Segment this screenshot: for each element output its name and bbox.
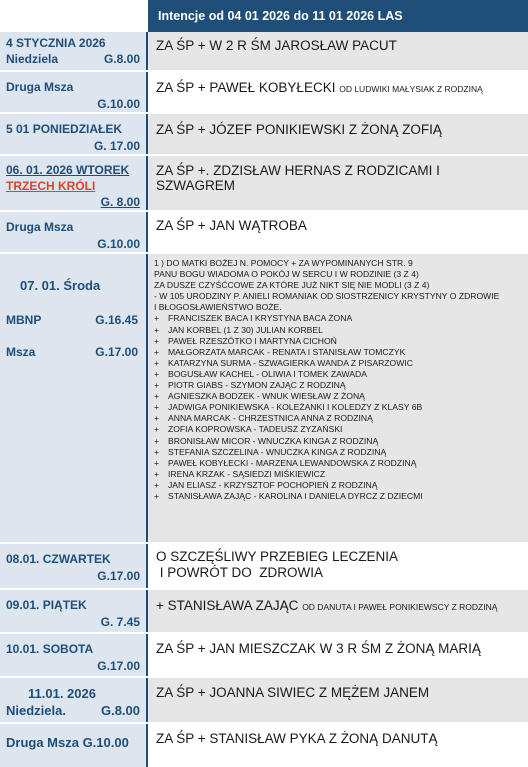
list-item: + JAN KORBEL (1 Z 30) JULIAN KORBEL — [154, 324, 323, 335]
intention-text: I POWRÓT DO ZDROWIA — [156, 565, 323, 580]
intention-row — [0, 156, 528, 212]
intention-row — [0, 634, 528, 678]
intention-row — [0, 724, 528, 767]
plus-list — [154, 313, 522, 502]
intention-text: + STANISŁAWA ZAJĄC — [156, 598, 299, 613]
intention-offerer: OD DANUTA I PAWEŁ PONIKIEWSCY Z RODZINĄ — [302, 602, 498, 612]
date-label: 08.01. CZWARTEK — [6, 552, 111, 566]
day-label: Niedziela. — [6, 703, 66, 718]
date-label: 07. 01. Środa — [20, 278, 101, 293]
mbnp-label: MBNP — [6, 313, 42, 327]
intention-cell — [148, 114, 528, 154]
date-label: 11.01. 2026 — [28, 686, 96, 701]
intention-cell — [148, 32, 528, 70]
list-item: + KATARZYNA SURMA - SZWAGIERKA WANDA Z PISARZOWIC — [154, 357, 413, 368]
date-cell — [0, 678, 148, 722]
list-item: + STEFANIA SZCZELINA - WNUCZKA KINGA Z RODZINĄ — [154, 446, 387, 457]
msza-label: Msza — [6, 345, 36, 359]
time-label: G.17.00 — [97, 659, 140, 673]
intention-cell — [148, 72, 528, 112]
time-label: G.17.00 — [97, 569, 140, 583]
intention-text: ZA ŚP + JAN MIESZCZAK W 3 R ŚM Z ŻONĄ MARIĄ — [156, 641, 481, 656]
date-label: 10.01. SOBOTA — [6, 642, 94, 656]
list-line: PANU BOGU WIADOMA O POKÓJ W SERCU I W RODZINIE (3 Z 4) — [154, 269, 419, 280]
time-label: G. 17.00 — [93, 139, 140, 153]
header-blank — [0, 0, 148, 32]
date-cell — [0, 156, 148, 210]
intention-row — [0, 544, 528, 590]
intention-list-cell — [148, 254, 528, 542]
intention-row — [0, 32, 528, 72]
time-label: G.10.00 — [97, 97, 140, 111]
date-cell — [0, 724, 148, 767]
date-label: 09.01. PIĄTEK — [6, 598, 87, 612]
date-cell — [0, 72, 148, 112]
date-cell — [0, 254, 148, 542]
date-label: 4 STYCZNIA 2026 — [6, 36, 106, 50]
date-cell — [0, 32, 148, 70]
date-label: 5 01 PONIEDZIAŁEK — [6, 122, 123, 136]
feast-label: TRZECH KRÓLI — [6, 179, 96, 193]
mass-label: Druga Msza — [6, 80, 74, 94]
date-cell — [0, 590, 148, 632]
intention-text: ZA ŚP + JOANNA SIWIEC Z MĘŻEM JANEM — [156, 685, 430, 700]
intention-text: ZA ŚP +. ZDZISŁAW HERNAS Z RODZICAMI I SZWAGREM — [156, 163, 440, 193]
list-item: + AGNIESZKA BODZEK - WNUK WIESŁAW Z ŻONĄ — [154, 391, 365, 402]
date-cell — [0, 212, 148, 252]
intention-text: ZA ŚP + JÓZEF PONIKIEWSKI Z ŻONĄ ZOFIĄ — [156, 122, 442, 137]
list-line: 1 ) DO MATKI BOŻEJ N. POMOCY + ZA WYPOMINANYCH STR. 9 — [154, 258, 413, 268]
list-item: + ANNA MARCAK - CHRZESTNICA ANNA Z RODZINĄ — [154, 413, 373, 424]
intention-text: ZA ŚP + STANISŁAW PYKA Z ŻONĄ DANUTĄ — [156, 731, 438, 746]
date-cell — [0, 114, 148, 154]
list-item: + BOGUSŁAW KACHEL - OLIWIA I TOMEK ZAWADA — [154, 368, 367, 379]
intention-cell — [148, 544, 528, 588]
list-item: + PIOTR GIABS - SZYMON ZAJĄC Z RODZINĄ — [154, 380, 346, 391]
header-title: Intencje od 04 01 2026 do 11 01 2026 LAS — [148, 0, 528, 32]
intention-cell — [148, 590, 528, 632]
intention-row — [0, 678, 528, 724]
intention-text: ZA ŚP + JAN WĄTROBA — [156, 218, 307, 233]
intention-row — [0, 114, 528, 156]
intention-offerer: OD LUDWIKI MAŁYSIAK Z RODZINĄ — [339, 84, 483, 94]
list-item: + ZOFIA KOPROWSKA - TADEUSZ ZYZAŃSKI — [154, 424, 343, 435]
intention-row — [0, 212, 528, 254]
list-item: + BRONISŁAW MICOR - WNUCZKA KINGA Z RODZINĄ — [154, 435, 379, 446]
time-label: G.8.00 — [100, 703, 140, 718]
intention-cell — [148, 156, 528, 210]
header-row — [0, 0, 528, 32]
list-item: + MAŁGORZATA MARCAK - RENATA I STANISŁAW TOMCZYK — [154, 346, 406, 357]
intention-cell — [148, 724, 528, 767]
list-item: + PAWEŁ KOBYŁECKI - MARZENA LEWANDOWSKA Z RODZINĄ — [154, 457, 417, 468]
mass-label: Druga Msza — [6, 220, 74, 234]
list-line: I BŁOGOSŁAWIEŃSTWO BOŻE. — [154, 302, 282, 313]
list-line: - W 105 URODZINY P. ANIELI ROMANIAK OD SIOSTRZENICY KRYSTYNY O ZDROWIE — [154, 291, 500, 302]
time-label: G. 8.00 — [100, 195, 140, 209]
date-cell — [0, 544, 148, 588]
intention-cell — [148, 634, 528, 676]
day-label: Niedziela — [6, 52, 59, 66]
list-item: + IRENA KRZAK - SĄSIEDZI MIŚKIEWICZ — [154, 468, 326, 479]
list-item: + JADWIGA PONIKIEWSKA - KOLEŻANKI I KOLEDZY Z KLASY 6B — [154, 402, 423, 413]
list-item: + FRANCISZEK BACA I KRYSTYNA BACA ŻONA — [154, 313, 353, 324]
list-item: + PAWEŁ RZESZÓTKO I MARTYNA CICHOŃ — [154, 335, 337, 346]
list-line: ZA DUSZE CZYŚĆCOWE ZA KTÓRE JUŻ NIKT SIĘ NIE MODLI (3 Z 4) — [154, 280, 430, 291]
intention-cell — [148, 678, 528, 722]
intention-text: ZA ŚP + PAWEŁ KOBYŁECKI — [156, 80, 336, 95]
date-label: 06. 01. 2026 WTOREK — [6, 163, 130, 177]
intention-row — [0, 254, 528, 544]
time-label: G.8.00 — [103, 52, 140, 66]
list-item: + STANISŁAWA ZAJĄC - KAROLINA I DANIELA DYRCZ Z DZIECMI — [154, 490, 423, 501]
mass-label: Druga Msza G.10.00 — [6, 735, 129, 750]
intention-row — [0, 590, 528, 634]
intention-cell — [148, 212, 528, 252]
date-cell — [0, 634, 148, 676]
list-item: + JAN ELIASZ - KRZYSZTOF POCHOPIEŃ Z RODZINĄ — [154, 479, 378, 490]
time-label: G.10.00 — [97, 237, 140, 251]
time-label: G. 7.45 — [100, 615, 140, 629]
intention-text: ZA ŚP + W 2 R ŚM JAROSŁAW PACUT — [156, 38, 397, 53]
msza-time: G.17.00 — [95, 345, 138, 359]
mbnp-time: G.16.45 — [95, 313, 138, 327]
intention-row — [0, 72, 528, 114]
intention-text: O SZCZĘŚLIWY PRZEBIEG LECZENIA — [156, 549, 399, 564]
